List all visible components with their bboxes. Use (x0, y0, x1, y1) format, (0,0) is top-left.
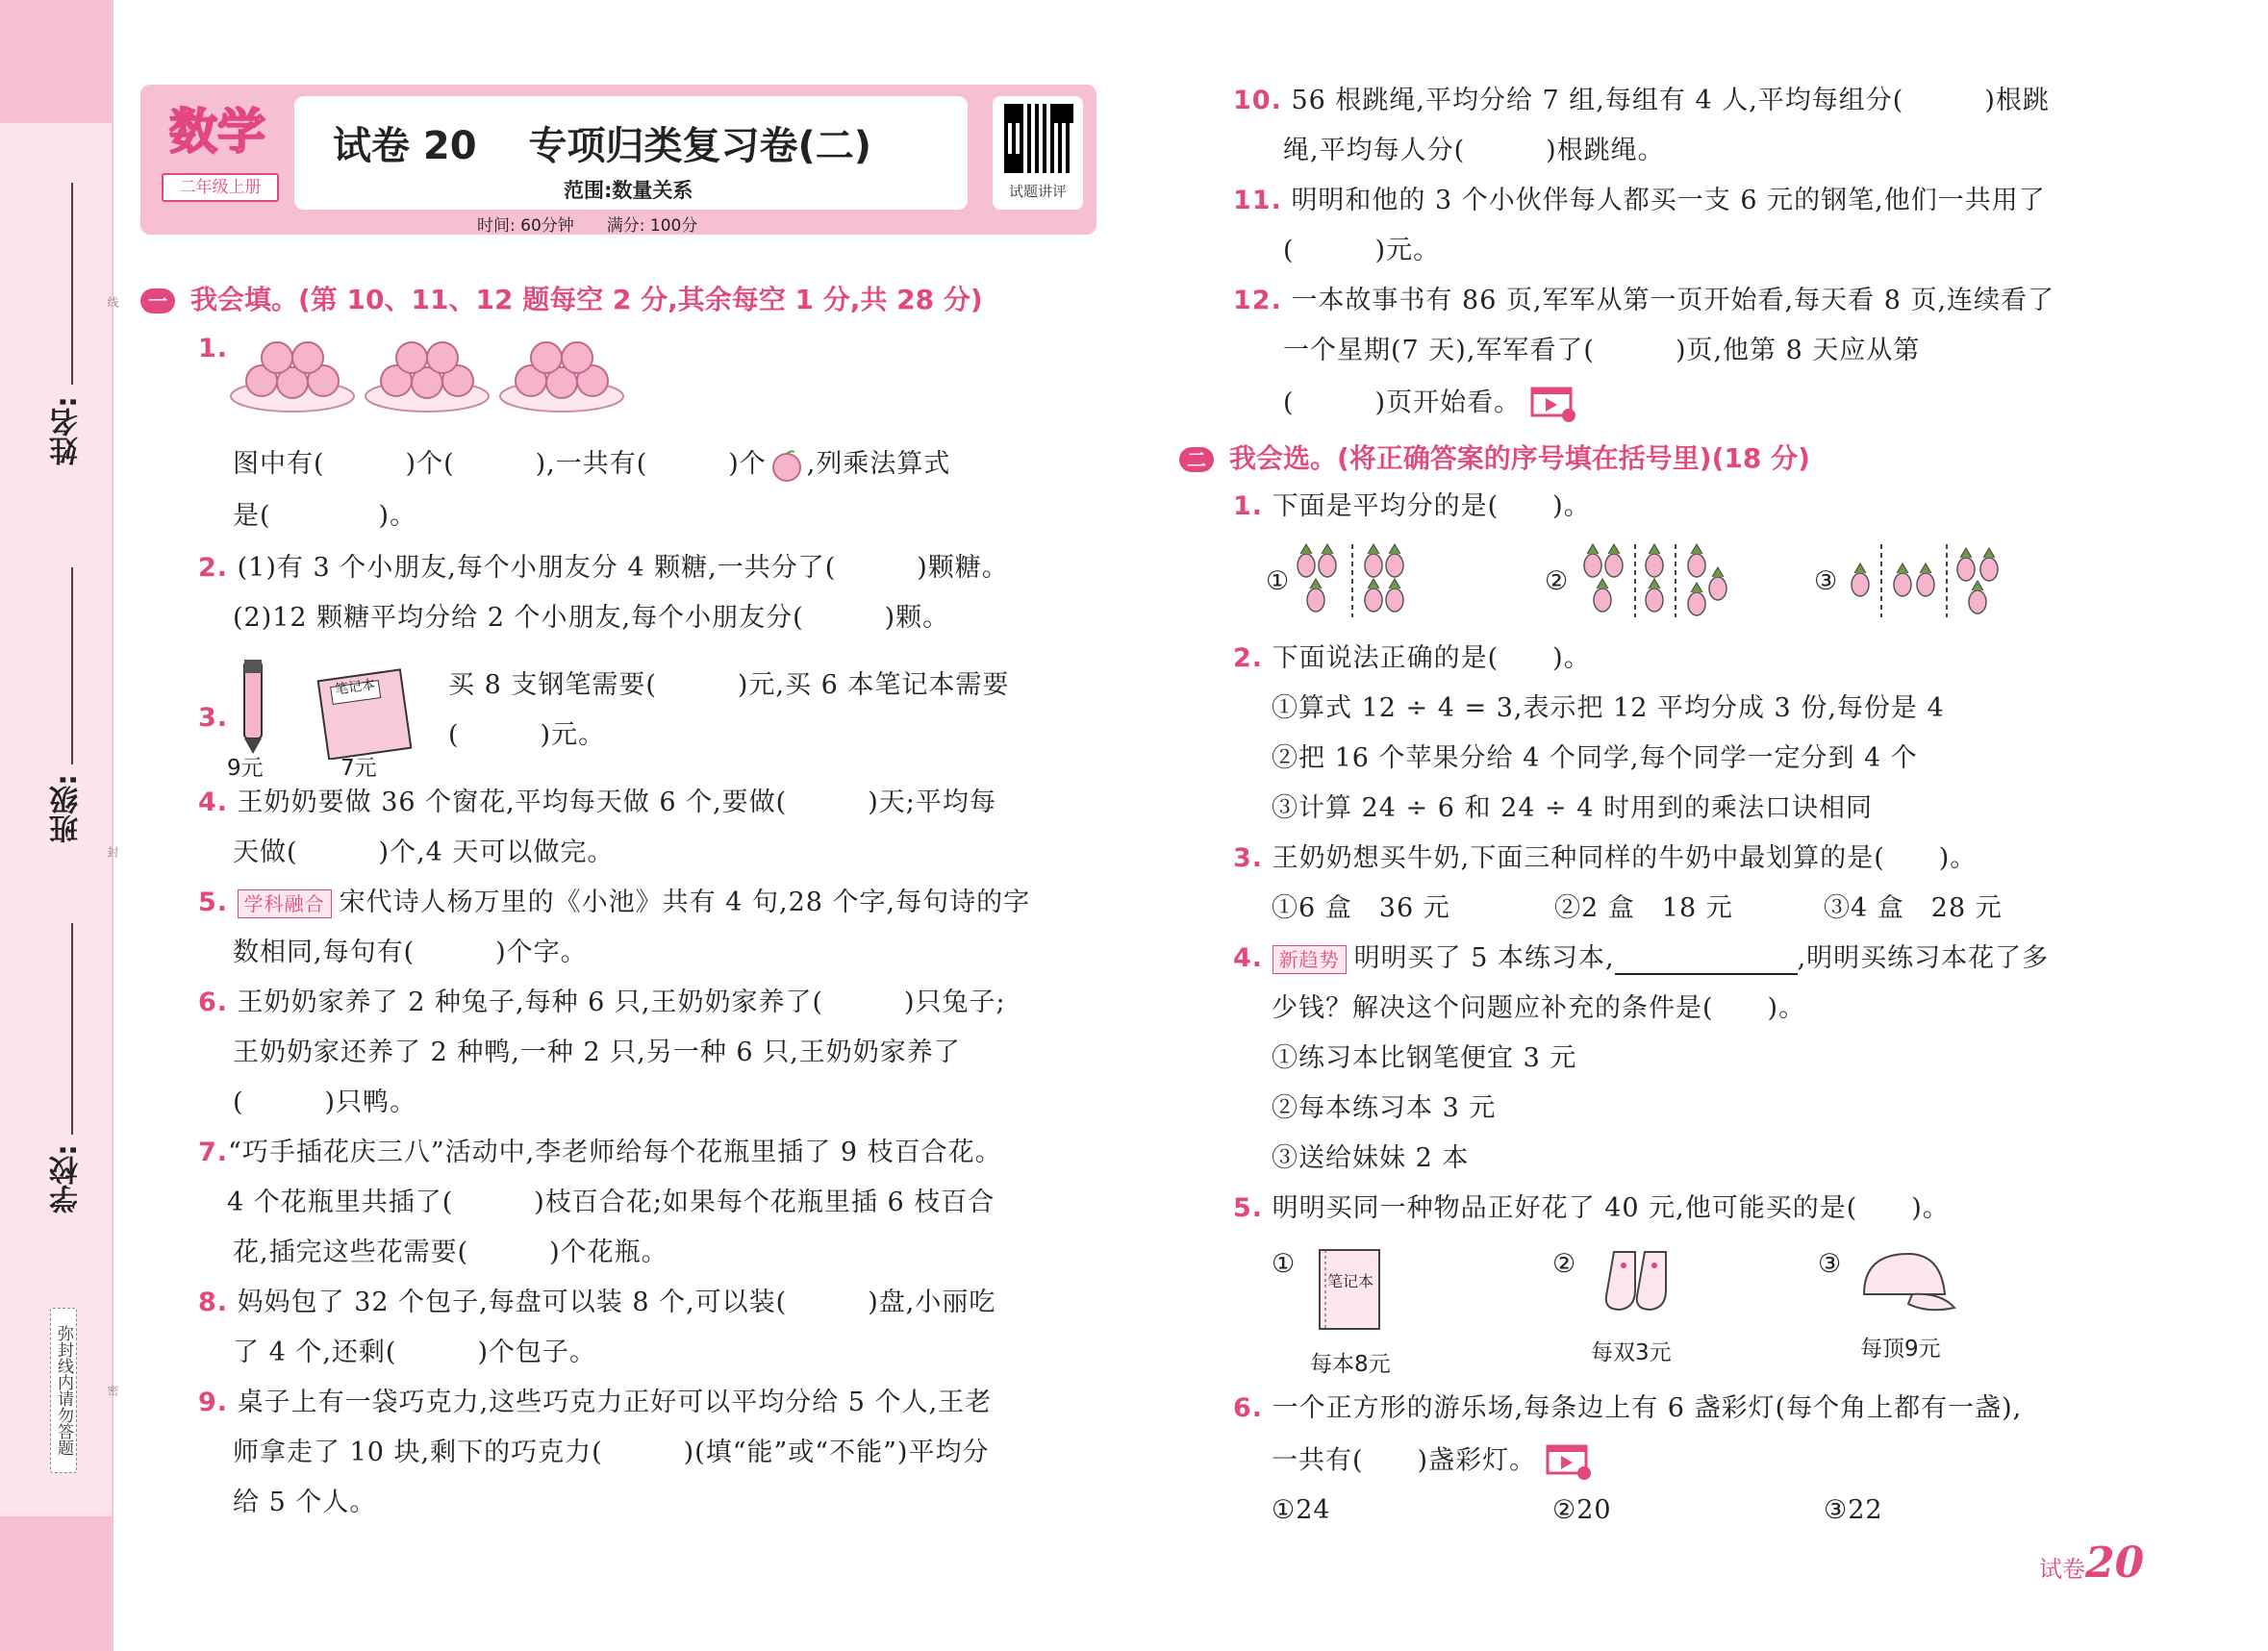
apple-icon (767, 449, 807, 482)
s2-q5-caption2: 每双3元 (1591, 1340, 1672, 1365)
apple-plate-icon (365, 342, 489, 412)
q11-line1: 11. 明明和他的 3 个小伙伴每人都买一支 6 元的钢笔,他们一共用了 (1233, 186, 2046, 215)
q12-line1: 12. 一本故事书有 86 页,军军从第一页开始看,每天看 8 页,连续看了 (1233, 286, 2055, 315)
tag-badge: 新趋势 (1273, 945, 1347, 974)
video-icon[interactable] (1530, 385, 1578, 423)
section1-number: 一 (140, 288, 175, 313)
qr-box[interactable] (993, 96, 1083, 210)
section2-number: 二 (1179, 447, 1214, 472)
fill-blank (1615, 948, 1798, 975)
section1-heading (140, 279, 983, 317)
s2-q5-opt2[interactable]: ② (1552, 1249, 1577, 1279)
q7-line3: 花,插完这些花需要( )个花瓶。 (233, 1238, 668, 1267)
s2-q3-line: 3. 王奶奶想买牛奶,下面三种同样的牛奶中最划算的是( )。 (1233, 843, 1978, 873)
s2-q3-opt2[interactable]: ②2 盒 18 元 (1554, 893, 1733, 923)
s2-q6-line2: 一共有( )盏彩灯。 (1272, 1442, 1594, 1481)
s2-q4-opt3[interactable]: ③送给妹妹 2 本 (1272, 1143, 1470, 1173)
q8-line1: 8. 妈妈包了 32 个包子,每盘可以装 8 个,可以装( )盘,小丽吃 (198, 1288, 996, 1317)
title-box (294, 96, 968, 210)
q3-images (231, 654, 423, 760)
class-line (71, 567, 73, 764)
s2-q5-opt3[interactable]: ③ (1818, 1249, 1843, 1279)
grade-badge: 二年级上册 (162, 173, 279, 202)
q4-line2: 天做( )个,4 天可以做完。 (233, 838, 615, 867)
strip-top (0, 0, 112, 123)
s2-q4-opt2[interactable]: ②每本练习本 3 元 (1272, 1093, 1497, 1123)
cut-mark-line: 线 (106, 296, 119, 308)
s2-q4-line1: 4. 新趋势 明明买了 5 本练习本, ,明明买练习本花了多 (1233, 943, 2050, 973)
q1-number: 1. (198, 334, 229, 363)
q12-line2: 一个星期(7 天),军军看了( )页,他第 8 天应从第 (1283, 336, 1921, 365)
q12-line3: ( )页开始看。 (1283, 385, 1578, 423)
s2-q1-opt3[interactable]: ③ (1814, 566, 1839, 596)
exam-meta: 时间: 60分钟 满分: 100分 (477, 216, 698, 236)
s2-q1-opt1[interactable]: ① (1266, 566, 1291, 596)
q10-line2: 绳,平均每人分( )根跳绳。 (1283, 136, 1665, 165)
class-label: 班级: (50, 774, 84, 843)
q6-line1: 6. 王奶奶家养了 2 种兔子,每种 6 只,王奶奶家养了( )只兔子; (198, 988, 1006, 1017)
s2-q5-caption3: 每顶9元 (1860, 1337, 1941, 1362)
cut-mark-dense: 密 (106, 1385, 119, 1396)
s2-q2-opt3[interactable]: ③计算 24 ÷ 6 和 24 ÷ 4 时用到的乘法口诀相同 (1272, 793, 1873, 823)
apple-plate-icon (500, 342, 623, 412)
q3-notebook-price: 7元 (340, 756, 377, 781)
s2-q6-opt3[interactable]: ③22 (1824, 1495, 1883, 1525)
s2-q2-opt2[interactable]: ②把 16 个苹果分给 4 个同学,每个同学一定分到 4 个 (1272, 743, 1918, 773)
s2-q6-opt2[interactable]: ②20 (1552, 1495, 1612, 1525)
q1-line2: 是( )。 (233, 501, 417, 531)
q10-line1: 10. 56 根跳绳,平均分给 7 组,每组有 4 人,平均每组分( )根跳 (1233, 86, 2050, 115)
q3-line1: 买 8 支钢笔需要( )元,买 6 本笔记本需要 (448, 670, 1010, 700)
q1-line1: 图中有( )个( ),一共有( )个 ,列乘法算式 (233, 448, 950, 482)
tag-badge: 学科融合 (238, 889, 332, 918)
exam-scope: 范围:数量关系 (564, 179, 693, 202)
q8-line2: 了 4 个,还剩( )个包子。 (233, 1338, 596, 1367)
subject-title: 数学 (169, 104, 265, 160)
q2-line2: (2)12 颗糖平均分给 2 个小朋友,每个小朋友分( )颗。 (233, 603, 950, 633)
q5-line2: 数相同,每句有( )个字。 (233, 938, 588, 967)
q3-number: 3. (198, 703, 229, 733)
section2-title: 我会选。(将正确答案的序号填在括号里)(18 分) (1229, 442, 1810, 474)
q6-line2: 王奶奶家还养了 2 种鸭,一种 2 只,另一种 6 只,王奶奶家养了 (233, 1038, 961, 1067)
socks-icon (1602, 1246, 1689, 1323)
q9-line2: 师拿走了 10 块,剩下的巧克力( )(填“能”或“不能”)平均分 (233, 1438, 990, 1467)
cut-mark-seal: 封 (106, 846, 119, 858)
q5-line1: 5. 学科融合 宋代诗人杨万里的《小池》共有 4 句,28 个字,每句诗的字 (198, 888, 1031, 917)
q7-line1: 7.“巧手插花庆三八”活动中,李老师给每个花瓶里插了 9 枝百合花。 (198, 1138, 1002, 1167)
q6-line3: ( )只鸭。 (233, 1088, 417, 1117)
s2-q1-line: 1. 下面是平均分的是( )。 (1233, 491, 1591, 521)
section1-title: 我会填。(第 10、11、12 题每空 2 分,其余每空 1 分,共 28 分) (190, 284, 983, 315)
q4-line1: 4. 王奶奶要做 36 个窗花,平均每天做 6 个,要做( )天;平均每 (198, 788, 996, 817)
s2-q1-opt2[interactable]: ② (1545, 566, 1570, 596)
name-line (71, 183, 73, 385)
apple-plate-icon (231, 342, 354, 412)
strip-bottom (0, 1516, 112, 1651)
q2-line1: 2. (1)有 3 个小朋友,每个小朋友分 4 颗糖,一共分了( )颗糖。 (198, 553, 1009, 583)
s2-q5-line: 5. 明明买同一种物品正好花了 40 元,他可能买的是( )。 (1233, 1193, 1950, 1223)
q3-line2: ( )元。 (448, 720, 606, 750)
s2-q5-opt1[interactable]: ① (1272, 1249, 1297, 1279)
pen-icon (244, 660, 262, 754)
name-label: 姓名: (50, 396, 84, 465)
q11-line2: ( )元。 (1283, 236, 1441, 265)
video-icon[interactable] (1546, 1442, 1594, 1481)
cap-icon (1854, 1246, 1960, 1323)
school-label: 学校: (50, 1144, 84, 1213)
s2-q6-line1: 6. 一个正方形的游乐场,每条边上有 6 盏彩灯(每个角上都有一盏), (1233, 1393, 2023, 1423)
apple-plates-image (229, 333, 633, 413)
s2-q6-opt1[interactable]: ①24 (1272, 1495, 1331, 1525)
q9-line3: 给 5 个人。 (233, 1488, 377, 1517)
pineapple-groups (1293, 540, 2033, 623)
section2-heading (1179, 438, 1810, 476)
exam-title: 试卷 20 专项归类复习卷(二) (333, 124, 872, 168)
exam-header (140, 85, 1096, 235)
qr-code-icon[interactable] (1004, 104, 1073, 173)
s2-q3-opt3[interactable]: ③4 盒 28 元 (1824, 893, 2003, 923)
s2-q4-opt1[interactable]: ①练习本比钢笔便宜 3 元 (1272, 1043, 1577, 1073)
q3-pen-price: 9元 (227, 756, 264, 781)
s2-q4-line2: 少钱？解决这个问题应补充的条件是( )。 (1272, 993, 1806, 1023)
q9-line1: 9. 桌子上有一袋巧克力,这些巧克力正好可以平均分给 5 个人,王老 (198, 1388, 993, 1417)
notebook-icon (1310, 1246, 1387, 1338)
s2-q2-line: 2. 下面说法正确的是( )。 (1233, 643, 1591, 673)
seal-note: 弥封线内请勿答题 (50, 1308, 77, 1473)
s2-q2-opt1[interactable]: ①算式 12 ÷ 4 = 3,表示把 12 平均分成 3 份,每份是 4 (1272, 693, 1945, 723)
s2-q5-caption1: 每本8元 (1310, 1352, 1391, 1377)
page-number: 试卷20 (2039, 1538, 2145, 1588)
qr-label: 试题讲评 (1008, 183, 1067, 200)
q7-line2: 4 个花瓶里共插了( )枝百合花;如果每个花瓶里插 6 枝百合 (227, 1188, 995, 1217)
school-line (71, 923, 73, 1135)
s2-q3-opt1[interactable]: ①6 盒 36 元 (1272, 893, 1450, 923)
s2-q5-notebook-label: 笔记本 (1327, 1272, 1374, 1290)
q3-notebook-label: 笔记本 (334, 677, 377, 698)
